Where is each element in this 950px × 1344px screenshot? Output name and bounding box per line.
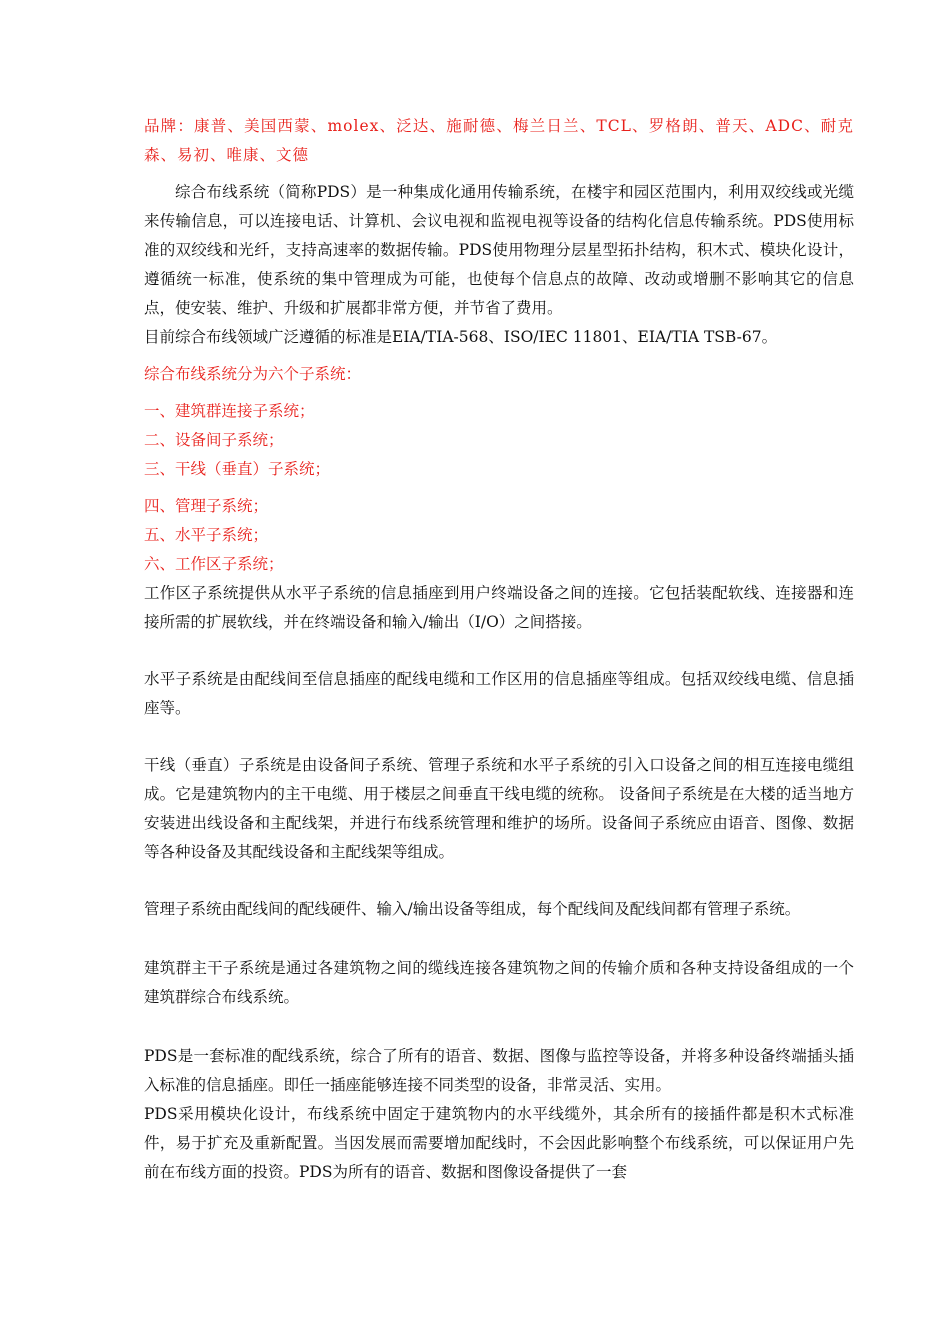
backbone-paragraph: 干线（垂直）子系统是由设备间子系统、管理子系统和水平子系统的引入口设备之间的相互连接电缆组成。它是建筑物内的主干电缆、用于楼层之间垂直干线电缆的统称。 设备间子系统是在大楼的适当地方安装进出线设备和主配线架，并进行布线系统管理和维护的场所。设备间子系统应由语音、图像、数据等各种设备及其配线设备和主配线架等组成。 xyxy=(144,756,854,861)
subsystem-item: 四、管理子系统； xyxy=(144,497,269,515)
subsystem-list-group-1 xyxy=(144,397,854,484)
subsystem-item: 六、工作区子系统； xyxy=(144,555,284,573)
work-area-paragraph: 工作区子系统提供从水平子系统的信息插座到用户终端设备之间的连接。它包括装配软线、连接器和连接所需的扩展软线，并在终端设备和输入/输出（I/O）之间搭接。 xyxy=(144,584,854,631)
subsystem-item: 一、建筑群连接子系统； xyxy=(144,402,315,420)
management-paragraph: 管理子系统由配线间的配线硬件、输入/输出设备等组成，每个配线间及配线间都有管理子系统。 xyxy=(144,900,801,918)
standards-paragraph: 目前综合布线领域广泛遵循的标准是EIA/TIA-568、ISO/IEC 11801、EIA/TIA TSB-67。 xyxy=(144,328,778,346)
pds-modular-paragraph: PDS采用模块化设计，布线系统中固定于建筑物内的水平线缆外，其余所有的接插件都是积木式标准件，易于扩充及重新配置。当因发展而需要增加配线时，不会因此影响整个布线系统，可以保证用户先前在布线方面的投资。PDS为所有的语音、数据和图像设备提供了一套 xyxy=(144,1105,854,1181)
subsystems-heading: 综合布线系统分为六个子系统： xyxy=(144,365,362,383)
pds-standard-paragraph: PDS是一套标准的配线系统，综合了所有的语音、数据、图像与监控等设备，并将多种设备终端插头插入标准的信息插座。即任一插座能够连接不同类型的设备，非常灵活、实用。 xyxy=(144,1047,854,1094)
subsystem-item: 二、设备间子系统； xyxy=(144,431,284,449)
subsystem-item: 五、水平子系统； xyxy=(144,526,269,544)
document-page xyxy=(144,112,854,1187)
intro-paragraph: 综合布线系统（简称PDS）是一种集成化通用传输系统，在楼宇和园区范围内，利用双绞线或光缆来传输信息，可以连接电话、计算机、会议电视和监视电视等设备的结构化信息传输系统。PDS使用标准的双绞线和光纤，支持高速率的数据传输。PDS使用物理分层星型拓扑结构，积木式、模块化设计，遵循统一标准，使系统的集中管理成为可能，也使每个信息点的故障、改动或增删不影响其它的信息点，使安装、维护、升级和扩展都非常方便，并节省了费用。 xyxy=(144,183,854,317)
horizontal-paragraph: 水平子系统是由配线间至信息插座的配线电缆和工作区用的信息插座等组成。包括双绞线电缆、信息插座等。 xyxy=(144,670,854,717)
subsystem-list-group-2 xyxy=(144,492,854,579)
campus-paragraph: 建筑群主干子系统是通过各建筑物之间的缆线连接各建筑物之间的传输介质和各种支持设备组成的一个建筑群综合布线系统。 xyxy=(144,959,854,1006)
brand-list: 品牌：康普、美国西蒙、molex、泛达、施耐德、梅兰日兰、TCL、罗格朗、普天、ADC、耐克森、易初、唯康、文德 xyxy=(144,117,854,164)
subsystem-item: 三、干线（垂直）子系统； xyxy=(144,460,331,478)
